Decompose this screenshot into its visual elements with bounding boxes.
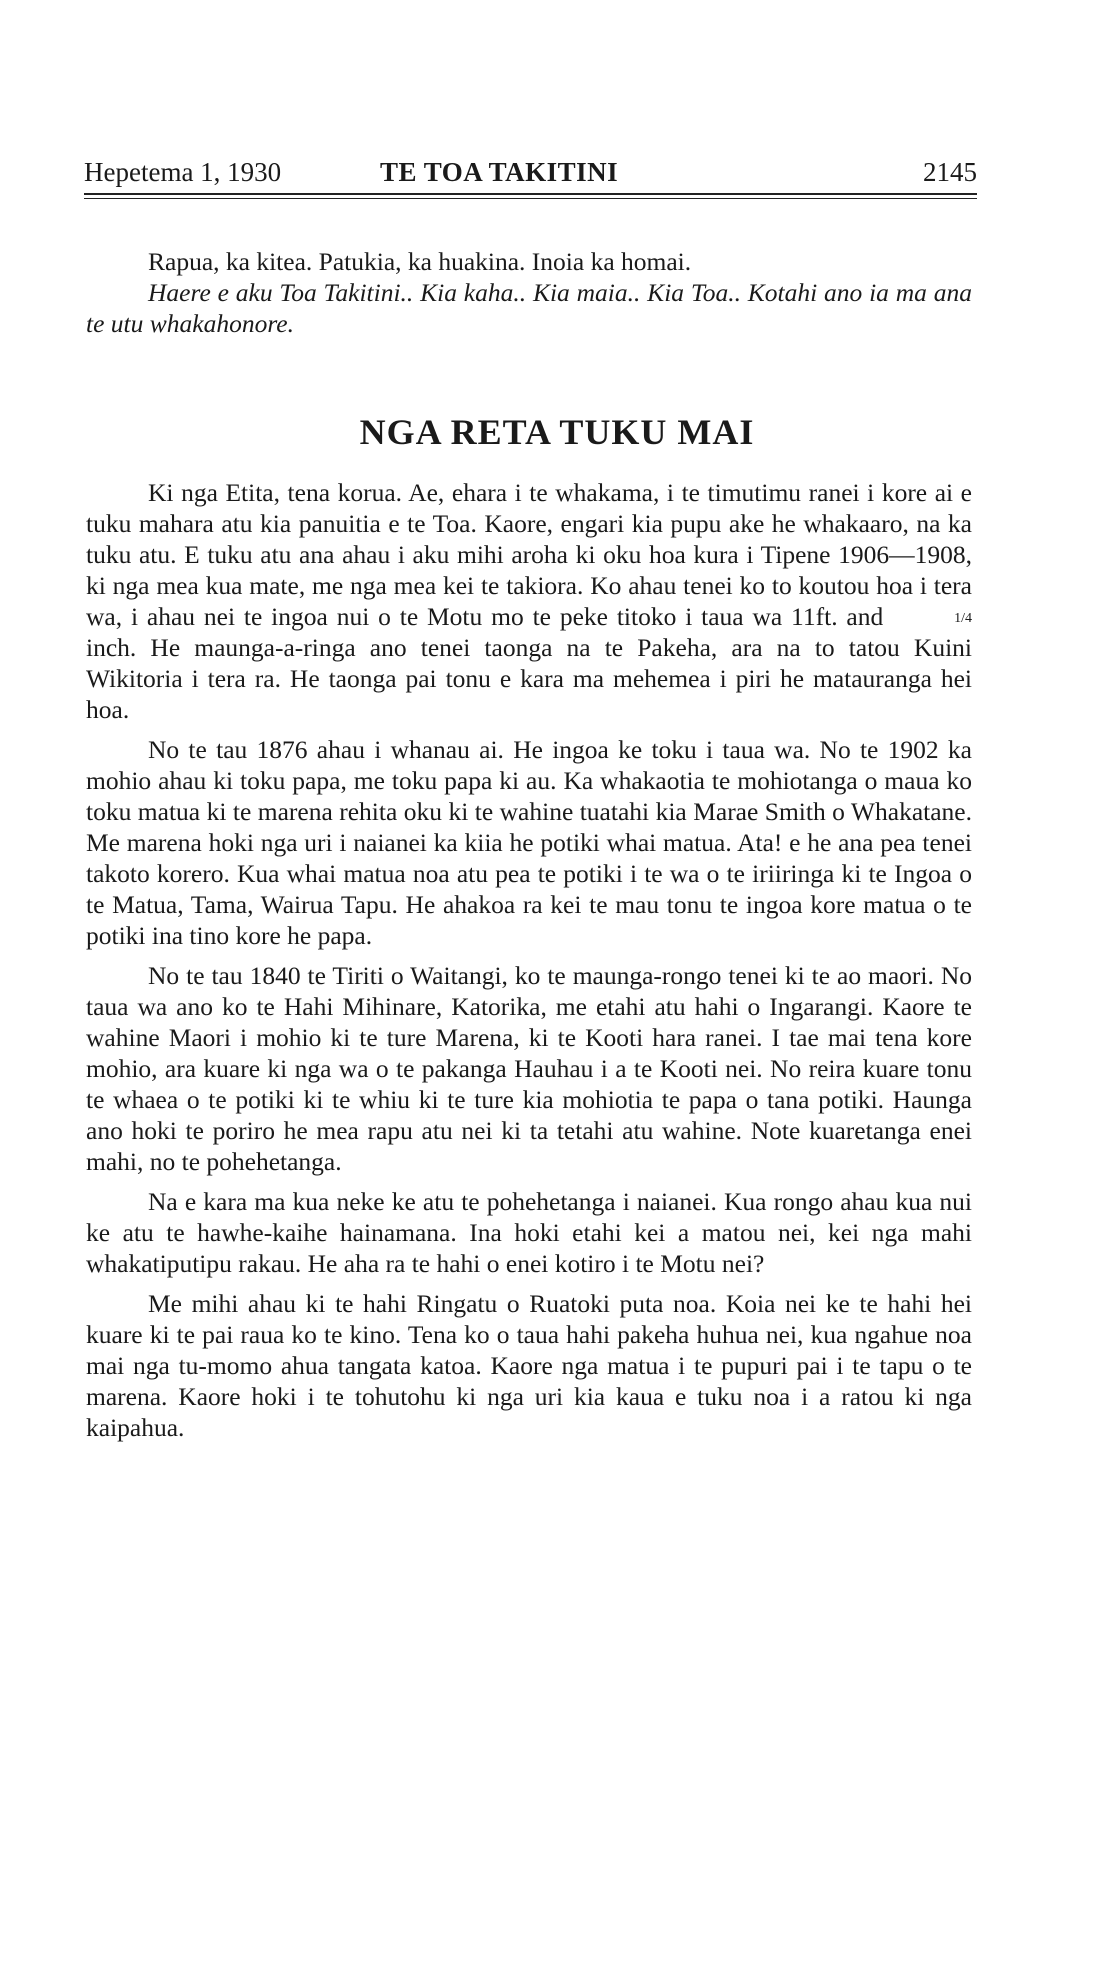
intro-motto: Haere e aku Toa Takitini.. Kia kaha.. Kia maia.. Kia Toa.. Kotahi ano ia ma ana te utu whakahonore. — [86, 278, 972, 338]
header-journal-title: TE TOA TAKITINI — [380, 157, 619, 187]
letter-paragraph-2: No te tau 1876 ahau i whanau ai. He ingoa ke toku i taua wa. No te 1902 ka mohio ahau ki toku papa, me toku papa ki au. Ka whakaotia te mohiotanga o maua ko toku matua ki te marena rehita oku ki te wahine tuatahi kia Marae Smith o Whakatane. Me marena hoki nga uri i naianei ka kiia he potiki whai matua. Ata! e he ana pea tenei takoto korero. Kua whai matua noa atu pea te potiki i te wa o te iriiringa ki te Ingoa o te Matua, Tama, Wairua Tapu. He ahakoa ra kei te mau tonu te ingoa kore matua o te potiki ina tino kore he papa. — [86, 735, 972, 950]
header-rule-thick — [84, 193, 977, 195]
running-header — [84, 152, 977, 192]
letter-paragraph-1-part-a: Ki nga Etita, tena korua. Ae, ehara i te whakama, i te timutimu ranei i kore ai e tuku mahara atu kia panuitia e te Toa. Kaore, engari kia pupu ake he whakaaro, na ka tuku atu. E tuku atu ana ahau i aku mihi aroha ki oku hoa kura i Tipene 1906—1908, ki nga mea kua mate, me nga mea kei te takiora. Ko ahau tenei ko to koutou hoa i tera wa, i ahau nei te ingoa nui o te Motu mo te peke titoko i taua wa 11ft. and — [86, 478, 972, 631]
letter-body — [86, 477, 972, 1452]
letter-paragraph-5: Me mihi ahau ki te hahi Ringatu o Ruatoki puta noa. Koia nei ke te hahi hei kuare ki te pai raua ko te kino. Tena ko o taua hahi pakeha huhua nei, kua ngahue noa mai nga tu-momo ahua tangata katoa. Kaore nga matua i te pupuri pai i te tapu o te marena. Kaore hoki i te tohutohu ki nga uri kia kaua e tuku noa i a ratou ki nga kaipahua. — [86, 1289, 972, 1442]
intro-instruction: Rapua, ka kitea. Patukia, ka huakina. Inoia ka homai. — [148, 247, 692, 276]
letter-paragraph-1 — [86, 477, 972, 725]
section-title: NGA RETA TUKU MAI — [359, 412, 755, 452]
letter-paragraph-4: Na e kara ma kua neke ke atu te pohehetanga i naianei. Kua rongo ahau kua nui ke atu te hawhe-kaihe hainamana. Ina hoki etahi kei a matou nei, kei nga mahi whakatiputipu rakau. He aha ra te hahi o enei kotiro i te Motu nei? — [86, 1187, 972, 1278]
letter-paragraph-1-part-b: inch. He maunga-a-ringa ano tenei taonga na te Pakeha, ara na to tatou Kuini Wikitoria i tera ra. He taonga pai tonu e kara ma mehemea i piri he matauranga hei hoa. — [86, 633, 972, 724]
header-rule-thin — [84, 198, 977, 199]
intro-block — [86, 246, 972, 339]
header-date: Hepetema 1, 1930 — [84, 157, 282, 187]
fraction-quarter: 1/4 — [954, 611, 972, 627]
letter-paragraph-3: No te tau 1840 te Tiriti o Waitangi, ko te maunga-rongo tenei ki te ao maori. No taua wa ano ko te Hahi Mihinare, Katorika, me etahi atu hahi o Ingarangi. Kaore te wahine Maori i mohio ki te ture Marena, ki te Kooti hara ranei. I tae mai tena kore mohio, ara kuare ki nga wa o te pakanga Hauhau i a te Kooti nei. No reira kuare tonu te whaea o te potiki ki te whiu ki te ture kia mohiotia te papa o tana potiki. Haunga ano hoki te poriro he mea rapu atu nei ki ta tetahi atu wahine. Note kuaretanga enei mahi, no te pohehetanga. — [86, 961, 972, 1176]
header-page-number: 2145 — [923, 157, 977, 187]
